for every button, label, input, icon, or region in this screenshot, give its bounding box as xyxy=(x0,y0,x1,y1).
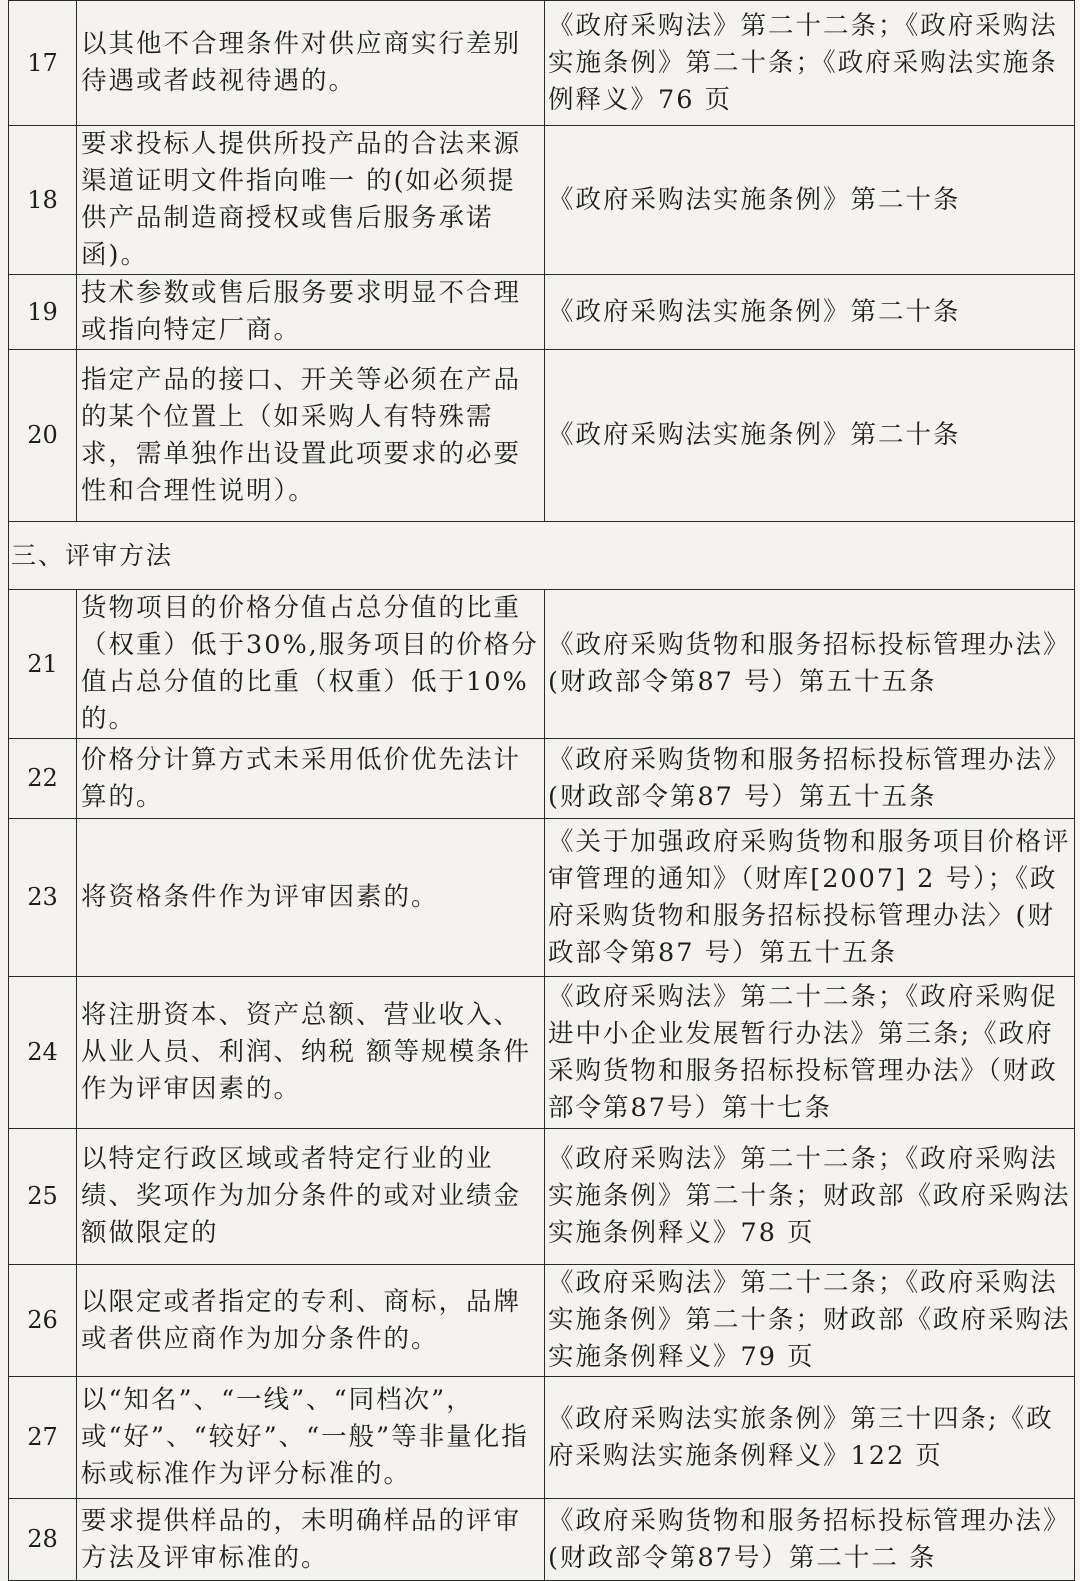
row-legal-basis: 《政府采购法实旅条例》第三十四条;《政府采购法实施条例释义》122 页 xyxy=(545,1377,1075,1499)
row-legal-basis: 《政府采购货物和服务招标投标管理办法》(财政部令第87 号）第五十五条 xyxy=(545,590,1075,739)
row-legal-basis: 《政府采购法》第二十二条；《政府采购法实施条例》第二十条；《政府采购法实施条例释义》76 页 xyxy=(545,1,1075,126)
table-row xyxy=(9,275,1075,350)
row-number: 26 xyxy=(9,1265,77,1377)
table-row xyxy=(9,1499,1075,1581)
table-row xyxy=(9,350,1075,522)
row-description: 价格分计算方式未采用低价优先法计算的。 xyxy=(77,739,545,819)
row-description: 以特定行政区域或者特定行业的业绩、奖项作为加分条件的或对业绩金额做限定的 xyxy=(77,1129,545,1265)
row-number: 24 xyxy=(9,977,77,1129)
row-description: 货物项目的价格分值占总分值的比重（权重）低于30%,服务项目的价格分值占总分值的比重（权重）低于10%的。 xyxy=(77,590,545,739)
review-criteria-table xyxy=(8,0,1075,1581)
row-legal-basis: 《政府采购法实施条例》第二十条 xyxy=(545,126,1075,275)
row-number: 27 xyxy=(9,1377,77,1499)
row-description: 以其他不合理条件对供应商实行差别待遇或者歧视待遇的。 xyxy=(77,1,545,126)
table-row xyxy=(9,977,1075,1129)
row-legal-basis: 《政府采购法》第二十二条；《政府采购法实施条例》第二十条；财政部《政府采购法实施条例释义》78 页 xyxy=(545,1129,1075,1265)
row-number: 17 xyxy=(9,1,77,126)
row-legal-basis: 《关于加强政府采购货物和服务项目价格评审管理的通知》（财库[2007] 2 号）；《政府采购货物和服务招标投标管理办法〉(财政部令第87 号）第五十五条 xyxy=(545,819,1075,977)
row-number: 19 xyxy=(9,275,77,350)
row-legal-basis: 《政府采购法》第二十二条；《政府采购法实施条例》第二十条；财政部《政府采购法实施条例释义》79 页 xyxy=(545,1265,1075,1377)
row-description: 将注册资本、资产总额、营业收入、从业人员、利润、纳税 额等规模条件作为评审因素的。 xyxy=(77,977,545,1129)
row-description: 以限定或者指定的专利、商标，品牌或者供应商作为加分条件的。 xyxy=(77,1265,545,1377)
table-row xyxy=(9,590,1075,739)
table-row xyxy=(9,1,1075,126)
row-number: 22 xyxy=(9,739,77,819)
row-description: 以“知名”、“一线”、“同档次”，或“好”、“较好”、“一般”等非量化指标或标准作为评分标准的。 xyxy=(77,1377,545,1499)
table-row xyxy=(9,739,1075,819)
table-row xyxy=(9,126,1075,275)
row-number: 28 xyxy=(9,1499,77,1581)
row-number: 21 xyxy=(9,590,77,739)
table-row xyxy=(9,1129,1075,1265)
row-number: 25 xyxy=(9,1129,77,1265)
row-number: 23 xyxy=(9,819,77,977)
row-description: 技术参数或售后服务要求明显不合理或指向特定厂商。 xyxy=(77,275,545,350)
row-legal-basis: 《政府采购法》第二十二条；《政府采购促进中小企业发展暂行办法》第三条;《政府采购货物和服务招标投标管理办法》（财政部令第87号）第十七条 xyxy=(545,977,1075,1129)
row-description: 要求投标人提供所投产品的合法来源渠道证明文件指向唯一 的(如必须提供产品制造商授权或售后服务承诺函)。 xyxy=(77,126,545,275)
row-number: 18 xyxy=(9,126,77,275)
row-legal-basis: 《政府采购货物和服务招标投标管理办法》(财政部令第87 号）第五十五条 xyxy=(545,739,1075,819)
row-legal-basis: 《政府采购法实施条例》第二十条 xyxy=(545,275,1075,350)
section-row xyxy=(9,522,1075,590)
table-row xyxy=(9,819,1075,977)
row-description: 将资格条件作为评审因素的。 xyxy=(77,819,545,977)
row-legal-basis: 《政府采购货物和服务招标投标管理办法》(财政部令第87号）第二十二 条 xyxy=(545,1499,1075,1581)
row-description: 指定产品的接口、开关等必须在产品的某个位置上（如采购人有特殊需求，需单独作出设置此项要求的必要性和合理性说明）。 xyxy=(77,350,545,522)
row-legal-basis: 《政府采购法实施条例》第二十条 xyxy=(545,350,1075,522)
table-row xyxy=(9,1377,1075,1499)
table-row xyxy=(9,1265,1075,1377)
row-description: 要求提供样品的，未明确样品的评审方法及评审标准的。 xyxy=(77,1499,545,1581)
row-number: 20 xyxy=(9,350,77,522)
section-heading: 三、评审方法 xyxy=(9,522,1075,590)
